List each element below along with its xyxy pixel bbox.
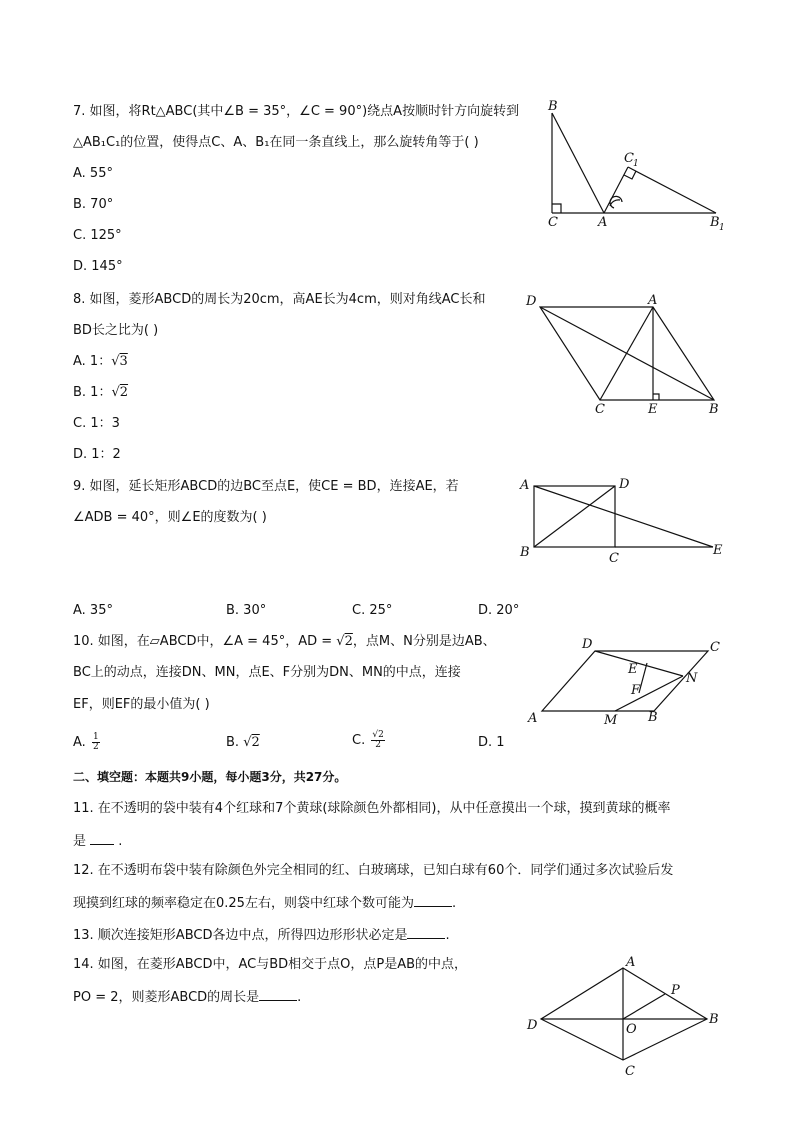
q8-label-d: D [526, 294, 537, 309]
q10-figure [520, 632, 730, 732]
q8-option-a-radicand: 3 [119, 354, 128, 369]
q10-ad-radicand: 2 [344, 634, 353, 649]
q13-stem-end: . [445, 928, 450, 943]
q8-label-a: A [648, 293, 658, 308]
q9-option-a[interactable]: A. 35° [73, 603, 113, 618]
q9-label-a: A [520, 478, 530, 493]
q8-label-b: B [709, 402, 719, 417]
q10-label-a: A [528, 711, 538, 726]
q11-stem-line2 [73, 832, 122, 850]
q7-label-c: C [548, 215, 558, 230]
q14-label-a: A [626, 955, 636, 970]
q10-option-b-radicand: 2 [251, 735, 260, 750]
q14-stem-line2-text: PO = 2，则菱形ABCD的周长是 [73, 990, 260, 1005]
q10-option-a-den: 2 [92, 742, 99, 752]
q9-label-b: B [520, 545, 530, 560]
q10-option-d[interactable]: D. 1 [478, 735, 505, 750]
q10-label-d: D [582, 637, 593, 652]
q8-label-c: C [595, 402, 605, 417]
q13-answer-blank[interactable] [407, 926, 445, 939]
q14-stem-line2-end: . [297, 990, 302, 1005]
q10-label-b: B [648, 710, 658, 725]
q12-answer-blank[interactable] [414, 894, 452, 907]
q8-label-e: E [648, 402, 658, 417]
q7-label-a: A [598, 215, 608, 230]
sqrt-icon: √ [111, 354, 120, 369]
q9-stem-line1: 9. 如图，延长矩形ABCD的边BC至点E，使CE = BD，连接AE，若 [73, 479, 459, 494]
q11-stem-line2-end: . [118, 834, 123, 849]
q9-option-b[interactable]: B. 30° [226, 603, 267, 618]
q8-option-d[interactable]: D. 1：2 [73, 447, 121, 462]
q11-answer-blank[interactable] [90, 832, 114, 845]
q14-label-c: C [625, 1064, 635, 1079]
q14-label-b: B [709, 1012, 719, 1027]
q14-label-o: O [626, 1022, 637, 1037]
q10-option-a-num: 1 [92, 732, 99, 742]
q14-label-d: D [527, 1018, 538, 1033]
q8-option-b[interactable] [73, 385, 128, 401]
q10-option-c-num: 2 [378, 730, 384, 740]
q9-label-d: D [619, 477, 630, 492]
sqrt-icon: √ [336, 634, 345, 649]
q10-option-b-label: B. [226, 735, 240, 750]
sqrt-icon: √ [111, 385, 120, 400]
q10-stem-line2: BC上的动点，连接DN、MN，点E、F分别为DN、MN的中点，连接 [73, 665, 461, 680]
q7-stem-line2: △AB₁C₁的位置，使得点C、A、B₁在同一条直线上，那么旋转角等于( ) [73, 135, 479, 150]
q9-stem-line2: ∠ADB = 40°，则∠E的度数为( ) [73, 510, 267, 525]
q7-option-a[interactable]: A. 55° [73, 166, 113, 181]
q7-stem-line1: 7. 如图，将Rt△ABC(其中∠B = 35°，∠C = 90°)绕点A按顺时针方向旋转到 [73, 104, 520, 119]
q10-label-c: C [710, 640, 720, 655]
q7-figure [540, 100, 740, 235]
q12-stem-line2 [73, 894, 456, 912]
q10-label-e: E [628, 662, 638, 677]
q8-option-c[interactable]: C. 1：3 [73, 416, 120, 431]
sqrt-icon: √ [372, 730, 379, 740]
q7-label-b: B [548, 99, 558, 114]
q7-label-b1: B [710, 215, 720, 230]
q7-label-c1: C [624, 151, 634, 166]
section-2-heading: 二、填空题：本题共9小题，每小题3分，共27分。 [73, 770, 347, 784]
q10-stem-line1-text: 10. 如图，在▱ABCD中，∠A = 45°，AD = [73, 634, 337, 649]
q10-option-b[interactable] [226, 735, 260, 751]
q7-option-d[interactable]: D. 145° [73, 259, 123, 274]
q14-stem-line1: 14. 如图，在菱形ABCD中，AC与BD相交于点O，点P是AB的中点， [73, 957, 468, 972]
q14-stem-line2 [73, 988, 301, 1006]
q8-option-b-text: B. 1： [73, 385, 112, 400]
sqrt-icon: √ [243, 735, 252, 750]
q11-stem-line2-text: 是 [73, 834, 87, 849]
q9-option-d[interactable]: D. 20° [478, 603, 520, 618]
q10-label-n: N [686, 671, 698, 686]
q9-option-c[interactable]: C. 25° [352, 603, 393, 618]
q8-figure [520, 290, 730, 420]
q10-option-c[interactable] [352, 731, 387, 751]
q10-stem-line3: EF，则EF的最小值为( ) [73, 697, 210, 712]
q10-option-a[interactable] [73, 733, 102, 753]
q10-label-m: M [604, 713, 618, 728]
q11-stem-line1: 11. 在不透明的袋中装有4个红球和7个黄球(球除颜色外都相同)，从中任意摸出一个球，摸到黄球的概率 [73, 801, 671, 816]
q13-stem-text: 13. 顺次连接矩形ABCD各边中点，所得四边形形状必定是 [73, 928, 408, 943]
q7-option-c[interactable]: C. 125° [73, 228, 122, 243]
q12-stem-line2-text: 现摸到红球的频率稳定在0.25左右，则袋中红球个数可能为 [73, 896, 414, 911]
q10-stem-line1 [73, 634, 496, 650]
q8-option-a-text: A. 1： [73, 354, 112, 369]
q9-label-c: C [609, 551, 619, 566]
q10-option-c-label: C. [352, 733, 366, 748]
q13-stem-line1 [73, 926, 450, 944]
q14-label-p: P [671, 983, 680, 998]
q8-stem-line1: 8. 如图，菱形ABCD的周长为20cm，高AE长为4cm，则对角线AC长和 [73, 292, 486, 307]
q14-figure [520, 950, 730, 1085]
q10-stem-line1-rest: ，点M、N分别是边AB、 [352, 634, 496, 649]
q14-answer-blank[interactable] [259, 988, 297, 1001]
q10-label-f: F [631, 683, 641, 698]
q10-option-c-den: 2 [375, 740, 381, 750]
q7-label-c1-sub: 1 [633, 159, 639, 169]
q8-stem-line2: BD长之比为( ) [73, 323, 159, 338]
q10-option-a-label: A. [73, 735, 86, 750]
q7-option-b[interactable]: B. 70° [73, 197, 114, 212]
q12-stem-line1: 12. 在不透明布袋中装有除颜色外完全相同的红、白玻璃球，已知白球有60个．同学们通过多次试验后发 [73, 863, 674, 878]
q8-option-a[interactable] [73, 354, 128, 370]
q7-label-b1-sub: 1 [719, 223, 725, 233]
q12-stem-line2-end: . [451, 896, 457, 911]
q9-label-e: E [713, 543, 723, 558]
q9-figure [515, 475, 730, 570]
q8-option-b-radicand: 2 [119, 385, 129, 400]
